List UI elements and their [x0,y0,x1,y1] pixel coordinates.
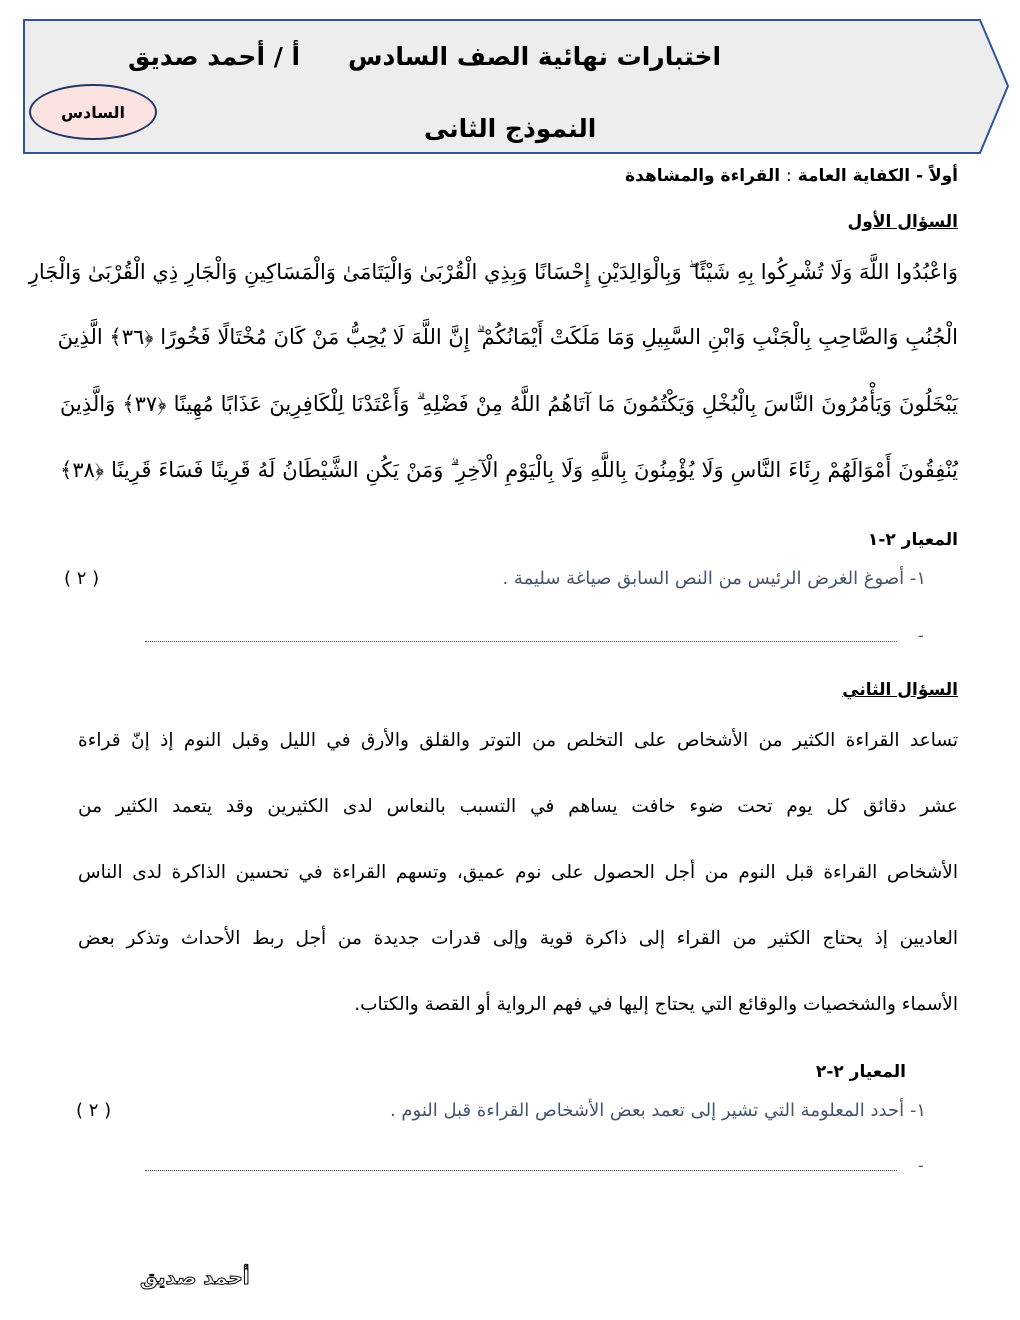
q2-text-line-1: تساعد القراءة الكثير من الأشخاص على التخلص من التوتر والقلق والأرق في الليل وقبل النوم إذ إنّ قراءة [78,730,958,751]
q2-text-line-5: الأسماء والشخصيات والوقائع التي يحتاج إليها في فهم الرواية أو القصة والكتاب. [354,994,958,1015]
q1-text-line-3: يَبْخَلُونَ وَيَأْمُرُونَ النَّاسَ بِالْبُخْلِ وَيَكْتُمُونَ مَا آتَاهُمُ اللَّهُ مِنْ فَضْلِهِ ۗ وَأَعْتَدْنَا لِلْكَافِرِينَ عَذَابًا مُهِينًا ﴿٣٧﴾ وَالَّذِينَ [60,392,958,416]
q1-heading: السؤال الأول [847,212,958,232]
section-separator: : [786,166,792,186]
q1-text-line-4: يُنْفِقُونَ أَمْوَالَهُمْ رِئَاءَ النَّاسِ وَلَا يُؤْمِنُونَ بِاللَّهِ وَلَا بِالْيَوْمِ الْآخِرِ ۗ وَمَنْ يَكُنِ الشَّيْطَانُ لَهُ قَرِينًا فَسَاءَ قَرِينًا ﴿٣٨﴾ [60,458,958,482]
model-title: النموذج الثانى [424,114,597,143]
q2-answer-line[interactable] [145,1170,897,1171]
q2-text-line-3: الأشخاص القراءة قبل النوم من أجل الحصول على نوم عميق، وتسهم القراءة في تحسين الذاكرة لدى الناس [78,862,958,883]
q2-standard: المعيار ٢-٢ [815,1062,906,1082]
exam-title: اختبارات نهائية الصف السادس [348,42,722,71]
q1-question: ١- أصوغ الغرض الرئيس من النص السابق صياغة سليمة . [502,568,926,589]
section-prefix: أولاً - الكفاية العامة [797,166,958,186]
q2-heading: السؤال الثاني [842,680,958,700]
q2-question: ١- أحدد المعلومة التي تشير إلى تعمد بعض الأشخاص القراءة قبل النوم . [389,1100,926,1121]
q1-mark: ( ٢ ) [64,568,100,589]
q1-standard: المعيار ٢-١ [867,530,958,550]
q2-text-line-2: عشر دقائق كل يوم تحت ضوء خافت يساهم في التسبب بالنعاس لدى الكثيرين وقد يتعمد الكثير من [78,796,958,817]
footer-signature: أحمد صديق [140,1265,250,1289]
section-heading [625,166,958,186]
q2-mark: ( ٢ ) [76,1100,112,1121]
q1-text-line-2: الْجُنُبِ وَالصَّاحِبِ بِالْجَنْبِ وَابْنِ السَّبِيلِ وَمَا مَلَكَتْ أَيْمَانُكُمْ ۗ إِنَّ اللَّهَ لَا يُحِبُّ مَنْ كَانَ مُخْتَالًا فَخُورًا ﴿٣٦﴾ الَّذِينَ [57,325,958,349]
q2-answer-dash: - [918,1156,924,1175]
q1-answer-line[interactable] [145,641,897,642]
q1-answer-dash: - [918,626,924,645]
teacher-name: أ / أحمد صديق [128,42,301,71]
q2-text-line-4: العاديين إذ يحتاج الكثير من القراء إلى ذاكرة قوية وإلى قدرات جديدة من أجل ربط الأحداث وتذكر بعض [78,928,958,949]
section-name: القراءة والمشاهدة [625,166,781,186]
q1-text-line-1: وَاعْبُدُوا اللَّهَ وَلَا تُشْرِكُوا بِهِ شَيْئًا ۖ وَبِالْوَالِدَيْنِ إِحْسَانًا وَبِذِي الْقُرْبَىٰ وَالْيَتَامَىٰ وَالْمَسَاكِينِ وَالْجَارِ ذِي الْقُرْبَىٰ وَالْجَارِ [28,260,958,284]
grade-badge: السادس [29,84,157,140]
